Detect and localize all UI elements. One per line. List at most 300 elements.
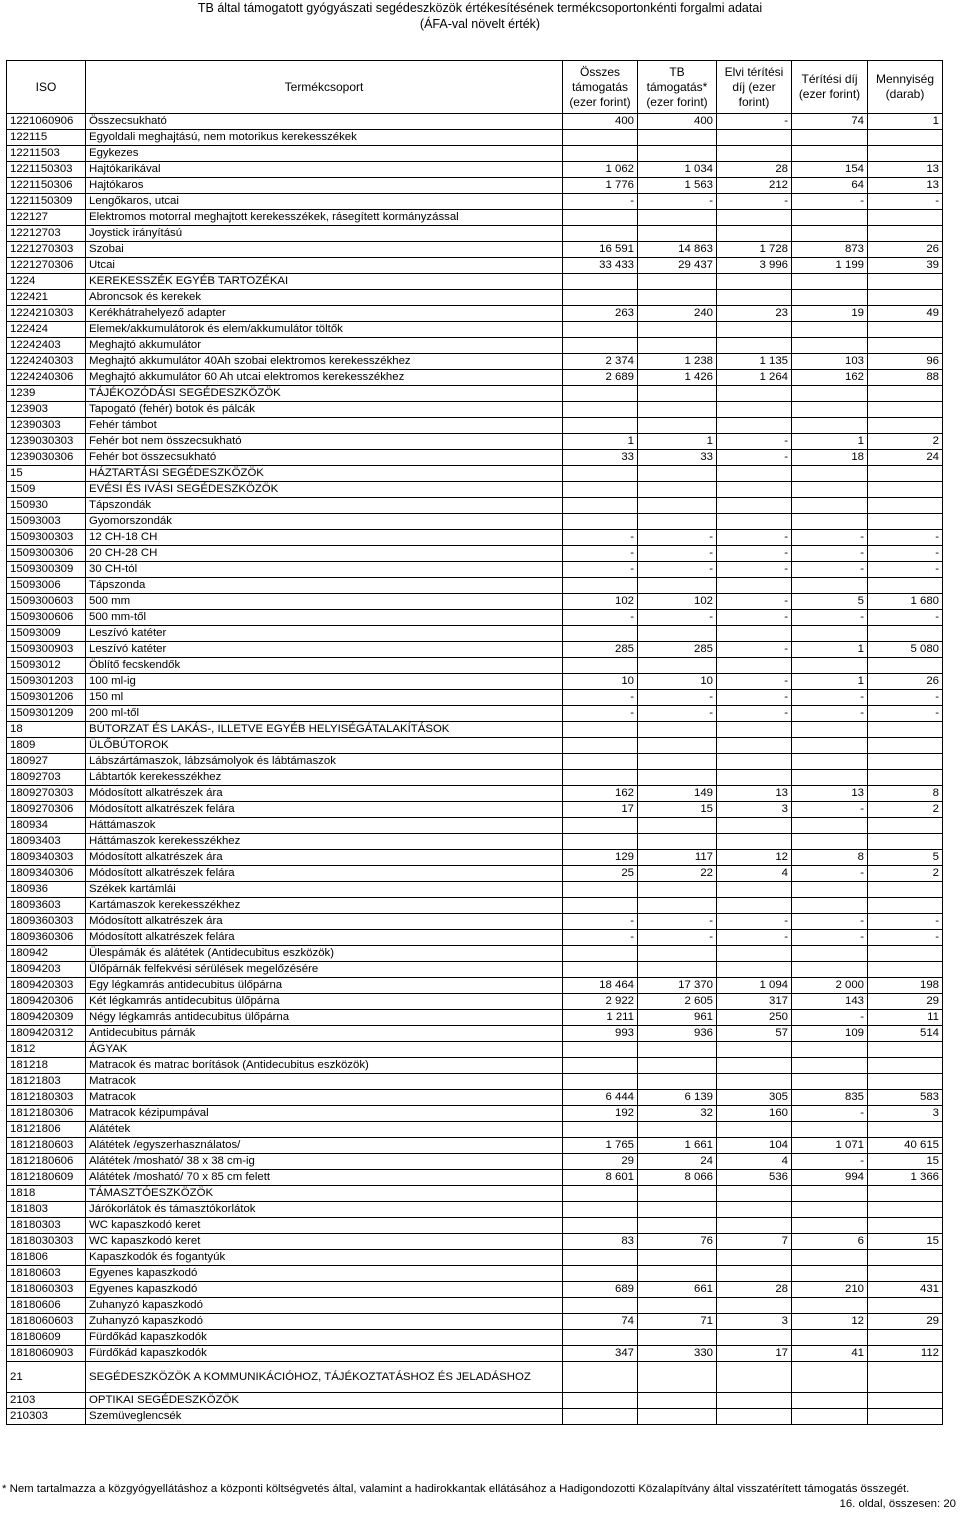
value-cell: 74	[563, 1314, 638, 1330]
value-cell: -	[563, 610, 638, 626]
value-cell: -	[717, 610, 792, 626]
value-cell: 64	[792, 178, 868, 194]
iso-code-cell: 1509301203	[7, 674, 86, 690]
value-cell	[868, 1058, 943, 1074]
value-cell	[792, 1186, 868, 1202]
value-cell: -	[792, 706, 868, 722]
value-cell	[638, 418, 717, 434]
value-cell: -	[717, 194, 792, 210]
value-cell	[563, 1218, 638, 1234]
product-group-cell: Egy légkamrás antidecubitus ülőpárna	[86, 978, 563, 994]
value-cell	[563, 418, 638, 434]
value-cell	[868, 882, 943, 898]
value-cell	[638, 290, 717, 306]
iso-code-cell: 15093009	[7, 626, 86, 642]
product-group-cell: Fehér bot nem összecsukható	[86, 434, 563, 450]
value-cell	[717, 402, 792, 418]
value-cell: 400	[563, 114, 638, 130]
table-row	[7, 434, 943, 450]
product-group-cell: Kartámaszok kerekesszékhez	[86, 898, 563, 914]
iso-code-cell: 1509300303	[7, 530, 86, 546]
product-group-cell: Járókorlátok és támasztókorlátok	[86, 1202, 563, 1218]
value-cell	[563, 1250, 638, 1266]
value-cell: -	[717, 914, 792, 930]
value-cell: 873	[792, 242, 868, 258]
product-group-cell: Kapaszkodók és fogantyúk	[86, 1250, 563, 1266]
value-cell: 26	[868, 242, 943, 258]
value-cell	[868, 498, 943, 514]
product-group-cell: EVÉSI ÉS IVÁSI SEGÉDESZKÖZÖK	[86, 482, 563, 498]
product-group-cell: Szobai	[86, 242, 563, 258]
product-group-cell: Antidecubitus párnák	[86, 1026, 563, 1042]
value-cell: 162	[792, 370, 868, 386]
value-cell: 1 728	[717, 242, 792, 258]
value-cell: -	[717, 562, 792, 578]
table-row	[7, 514, 943, 530]
value-cell	[792, 1393, 868, 1409]
value-cell: -	[792, 690, 868, 706]
value-cell	[638, 1250, 717, 1266]
value-cell	[563, 1266, 638, 1282]
value-cell: 689	[563, 1282, 638, 1298]
value-cell: 1 211	[563, 1010, 638, 1026]
iso-code-cell: 180934	[7, 818, 86, 834]
table-row	[7, 882, 943, 898]
value-cell: 162	[563, 786, 638, 802]
iso-code-cell: 123903	[7, 402, 86, 418]
value-cell: -	[792, 1106, 868, 1122]
product-group-cell: Fürdőkád kapaszkodók	[86, 1346, 563, 1362]
iso-code-cell: 1818060303	[7, 1282, 86, 1298]
value-cell: 431	[868, 1282, 943, 1298]
value-cell	[792, 226, 868, 242]
table-row	[7, 1090, 943, 1106]
value-cell	[638, 226, 717, 242]
value-cell	[792, 498, 868, 514]
table-row	[7, 1122, 943, 1138]
value-cell	[868, 226, 943, 242]
value-cell	[868, 834, 943, 850]
value-cell	[638, 738, 717, 754]
value-cell: 19	[792, 306, 868, 322]
value-cell	[638, 722, 717, 738]
value-cell: 1 680	[868, 594, 943, 610]
table-header-row	[7, 61, 943, 114]
value-cell: 8	[792, 850, 868, 866]
value-cell: 41	[792, 1346, 868, 1362]
value-cell	[638, 658, 717, 674]
table-row	[7, 626, 943, 642]
table-row	[7, 562, 943, 578]
value-cell	[563, 210, 638, 226]
value-cell: 29	[868, 1314, 943, 1330]
iso-code-cell: 210303	[7, 1409, 86, 1425]
table-row	[7, 658, 943, 674]
iso-code-cell: 180936	[7, 882, 86, 898]
value-cell: 49	[868, 306, 943, 322]
iso-code-cell: 1221060906	[7, 114, 86, 130]
value-cell	[563, 322, 638, 338]
iso-code-cell: 18121803	[7, 1074, 86, 1090]
value-cell: -	[868, 690, 943, 706]
value-cell	[868, 1298, 943, 1314]
value-cell	[868, 578, 943, 594]
value-cell: 285	[563, 642, 638, 658]
iso-code-cell: 1224210303	[7, 306, 86, 322]
table-row	[7, 610, 943, 626]
value-cell: 5	[868, 850, 943, 866]
iso-code-cell: 122127	[7, 210, 86, 226]
product-group-cell: Háttámaszok	[86, 818, 563, 834]
product-group-cell: Hajtókaros	[86, 178, 563, 194]
product-group-cell: Zuhanyzó kapaszkodó	[86, 1298, 563, 1314]
table-row	[7, 1234, 943, 1250]
value-cell	[638, 146, 717, 162]
value-cell	[563, 818, 638, 834]
value-cell	[717, 946, 792, 962]
value-cell	[792, 946, 868, 962]
iso-code-cell: 1224240306	[7, 370, 86, 386]
value-cell	[792, 1058, 868, 1074]
table-row	[7, 258, 943, 274]
table-row	[7, 226, 943, 242]
column-header: Összes támogatás (ezer forint)	[563, 61, 638, 114]
value-cell: 2 000	[792, 978, 868, 994]
product-group-cell: Alátétek /egyszerhasználatos/	[86, 1138, 563, 1154]
table-row	[7, 642, 943, 658]
value-cell: 3	[717, 802, 792, 818]
table-row	[7, 578, 943, 594]
product-group-cell: Tápszonda	[86, 578, 563, 594]
product-group-cell: Lábszártámaszok, lábzsámolyok és lábtámaszok	[86, 754, 563, 770]
value-cell: 263	[563, 306, 638, 322]
product-group-cell: TÁJÉKOZÓDÁSI SEGÉDESZKÖZÖK	[86, 386, 563, 402]
product-group-cell: 20 CH-28 CH	[86, 546, 563, 562]
value-cell	[792, 514, 868, 530]
product-group-cell: Egyenes kapaszkodó	[86, 1282, 563, 1298]
value-cell: 33	[563, 450, 638, 466]
table-row	[7, 802, 943, 818]
table-row	[7, 738, 943, 754]
value-cell	[563, 1362, 638, 1393]
value-cell: 3	[717, 1314, 792, 1330]
value-cell	[868, 898, 943, 914]
value-cell	[868, 482, 943, 498]
iso-code-cell: 18093403	[7, 834, 86, 850]
data-table	[6, 60, 943, 1425]
value-cell: -	[638, 562, 717, 578]
product-group-cell: Módosított alkatrészek ára	[86, 914, 563, 930]
value-cell	[868, 146, 943, 162]
value-cell: 28	[717, 1282, 792, 1298]
value-cell: 10	[563, 674, 638, 690]
value-cell	[717, 1218, 792, 1234]
value-cell: 240	[638, 306, 717, 322]
value-cell	[563, 754, 638, 770]
value-cell	[563, 1298, 638, 1314]
value-cell	[792, 290, 868, 306]
value-cell: 2	[868, 434, 943, 450]
table-row	[7, 1026, 943, 1042]
value-cell: 57	[717, 1026, 792, 1042]
value-cell: 1 199	[792, 258, 868, 274]
value-cell: 8 066	[638, 1170, 717, 1186]
table-row	[7, 1346, 943, 1362]
value-cell	[868, 1330, 943, 1346]
iso-code-cell: 15093012	[7, 658, 86, 674]
footnote: * Nem tartalmazza a közgyógyellátáshoz a központi költségvetés által, valamint a hadirokkantak ellátásához a Hadigondozotti Közalapítvány által visszatérített támogatás összegét.	[2, 1483, 910, 1495]
iso-code-cell: 1812180606	[7, 1154, 86, 1170]
product-group-cell: ÁGYAK	[86, 1042, 563, 1058]
column-header: Termékcsoport	[86, 61, 563, 114]
value-cell: 835	[792, 1090, 868, 1106]
value-cell	[638, 1266, 717, 1282]
iso-code-cell: 1809340303	[7, 850, 86, 866]
value-cell: 317	[717, 994, 792, 1010]
value-cell: 330	[638, 1346, 717, 1362]
table-row	[7, 386, 943, 402]
value-cell	[638, 274, 717, 290]
value-cell: 1	[638, 434, 717, 450]
column-header: ISO	[7, 61, 86, 114]
value-cell	[868, 754, 943, 770]
product-group-cell: Öblítő fecskendők	[86, 658, 563, 674]
table-row	[7, 594, 943, 610]
value-cell	[717, 418, 792, 434]
value-cell: -	[563, 546, 638, 562]
value-cell	[792, 1202, 868, 1218]
table-row	[7, 1138, 943, 1154]
value-cell: -	[638, 914, 717, 930]
value-cell	[717, 722, 792, 738]
value-cell: 22	[638, 866, 717, 882]
value-cell	[868, 1186, 943, 1202]
value-cell	[868, 130, 943, 146]
iso-code-cell: 1224240303	[7, 354, 86, 370]
value-cell: 24	[868, 450, 943, 466]
iso-code-cell: 1809420309	[7, 1010, 86, 1026]
value-cell	[792, 482, 868, 498]
iso-code-cell: 1809420303	[7, 978, 86, 994]
iso-code-cell: 18094203	[7, 962, 86, 978]
value-cell	[563, 898, 638, 914]
table-row	[7, 1074, 943, 1090]
iso-code-cell: 1812180306	[7, 1106, 86, 1122]
value-cell	[563, 1202, 638, 1218]
value-cell: 1 776	[563, 178, 638, 194]
value-cell: 250	[717, 1010, 792, 1026]
product-group-cell: KEREKESSZÉK EGYÉB TARTOZÉKAI	[86, 274, 563, 290]
value-cell: 15	[868, 1154, 943, 1170]
value-cell: 2 605	[638, 994, 717, 1010]
iso-code-cell: 1509300306	[7, 546, 86, 562]
value-cell: -	[717, 434, 792, 450]
value-cell	[868, 386, 943, 402]
value-cell	[868, 274, 943, 290]
value-cell	[638, 130, 717, 146]
value-cell: -	[868, 610, 943, 626]
value-cell	[792, 1266, 868, 1282]
value-cell: 96	[868, 354, 943, 370]
value-cell: -	[792, 914, 868, 930]
table-row	[7, 210, 943, 226]
iso-code-cell: 1509300603	[7, 594, 86, 610]
value-cell: 11	[868, 1010, 943, 1026]
product-group-cell: OPTIKAI SEGÉDESZKÖZÖK	[86, 1393, 563, 1409]
value-cell: 536	[717, 1170, 792, 1186]
value-cell	[563, 658, 638, 674]
value-cell: -	[563, 530, 638, 546]
value-cell	[717, 754, 792, 770]
product-group-cell: Gyomorszondák	[86, 514, 563, 530]
value-cell: 1 563	[638, 178, 717, 194]
value-cell: 1 765	[563, 1138, 638, 1154]
table-row	[7, 530, 943, 546]
table-row	[7, 354, 943, 370]
value-cell	[563, 1186, 638, 1202]
value-cell	[792, 1409, 868, 1425]
value-cell: 1 071	[792, 1138, 868, 1154]
value-cell: -	[717, 674, 792, 690]
value-cell	[563, 738, 638, 754]
value-cell	[638, 962, 717, 978]
product-group-cell: 150 ml	[86, 690, 563, 706]
value-cell: 160	[717, 1106, 792, 1122]
value-cell	[868, 1409, 943, 1425]
value-cell	[563, 1122, 638, 1138]
iso-code-cell: 1809420312	[7, 1026, 86, 1042]
table-row	[7, 274, 943, 290]
value-cell: -	[792, 1154, 868, 1170]
iso-code-cell: 181218	[7, 1058, 86, 1074]
value-cell	[638, 1409, 717, 1425]
value-cell	[717, 1409, 792, 1425]
product-group-cell: Meghajtó akkumulátor	[86, 338, 563, 354]
table-row	[7, 754, 943, 770]
value-cell	[638, 898, 717, 914]
iso-code-cell: 181803	[7, 1202, 86, 1218]
value-cell	[638, 338, 717, 354]
value-cell: 4	[717, 866, 792, 882]
table-row	[7, 850, 943, 866]
table-row	[7, 1362, 943, 1393]
value-cell: 117	[638, 850, 717, 866]
column-header: Elvi térítési díj (ezer forint)	[717, 61, 792, 114]
value-cell: 33 433	[563, 258, 638, 274]
value-cell	[717, 834, 792, 850]
value-cell	[717, 1362, 792, 1393]
table-row	[7, 978, 943, 994]
value-cell: 347	[563, 1346, 638, 1362]
value-cell: -	[792, 530, 868, 546]
value-cell	[717, 514, 792, 530]
product-group-cell: Szemüveglencsék	[86, 1409, 563, 1425]
table-row	[7, 1393, 943, 1409]
value-cell	[792, 882, 868, 898]
value-cell	[792, 466, 868, 482]
value-cell: 2 374	[563, 354, 638, 370]
product-group-cell: Két légkamrás antidecubitus ülőpárna	[86, 994, 563, 1010]
value-cell: 1	[792, 434, 868, 450]
value-cell	[638, 1074, 717, 1090]
value-cell	[638, 1362, 717, 1393]
table-row	[7, 466, 943, 482]
value-cell	[638, 402, 717, 418]
product-group-cell: SEGÉDESZKÖZÖK A KOMMUNIKÁCIÓHOZ, TÁJÉKOZTATÁSHOZ ÉS JELADÁSHOZ	[86, 1362, 563, 1393]
iso-code-cell: 18093603	[7, 898, 86, 914]
table-row	[7, 370, 943, 386]
value-cell: 1 238	[638, 354, 717, 370]
value-cell: 1	[792, 642, 868, 658]
value-cell: 102	[638, 594, 717, 610]
value-cell: 1	[563, 434, 638, 450]
value-cell	[868, 514, 943, 530]
value-cell	[868, 722, 943, 738]
value-cell	[792, 834, 868, 850]
iso-code-cell: 18180606	[7, 1298, 86, 1314]
value-cell: 104	[717, 1138, 792, 1154]
value-cell: 6 444	[563, 1090, 638, 1106]
iso-code-cell: 1809	[7, 738, 86, 754]
value-cell: -	[792, 194, 868, 210]
value-cell	[563, 1058, 638, 1074]
product-group-cell: Joystick irányítású	[86, 226, 563, 242]
value-cell	[638, 1186, 717, 1202]
table-row	[7, 146, 943, 162]
iso-code-cell: 18092703	[7, 770, 86, 786]
product-group-cell: 12 CH-18 CH	[86, 530, 563, 546]
value-cell	[638, 514, 717, 530]
value-cell: 15	[868, 1234, 943, 1250]
value-cell	[792, 626, 868, 642]
value-cell	[563, 1074, 638, 1090]
value-cell	[868, 290, 943, 306]
value-cell	[792, 962, 868, 978]
value-cell	[868, 626, 943, 642]
value-cell: -	[717, 690, 792, 706]
iso-code-cell: 1809360303	[7, 914, 86, 930]
value-cell: 33	[638, 450, 717, 466]
value-cell	[563, 466, 638, 482]
value-cell: 23	[717, 306, 792, 322]
value-cell: -	[638, 194, 717, 210]
value-cell	[717, 1298, 792, 1314]
iso-code-cell: 1812180603	[7, 1138, 86, 1154]
value-cell: 26	[868, 674, 943, 690]
table-row	[7, 1250, 943, 1266]
product-group-cell: 200 ml-től	[86, 706, 563, 722]
value-cell	[717, 1393, 792, 1409]
value-cell	[868, 210, 943, 226]
value-cell	[563, 402, 638, 418]
value-cell: 15	[638, 802, 717, 818]
value-cell: -	[717, 114, 792, 130]
product-group-cell: Matracok kézipumpával	[86, 1106, 563, 1122]
table-row	[7, 1186, 943, 1202]
table-row	[7, 482, 943, 498]
product-group-cell: Négy légkamrás antidecubitus ülőpárna	[86, 1010, 563, 1026]
product-group-cell: Tápszondák	[86, 498, 563, 514]
value-cell: -	[563, 930, 638, 946]
value-cell	[717, 482, 792, 498]
table-row	[7, 338, 943, 354]
value-cell	[792, 578, 868, 594]
iso-code-cell: 181806	[7, 1250, 86, 1266]
value-cell: -	[717, 450, 792, 466]
value-cell	[638, 210, 717, 226]
iso-code-cell: 1221150306	[7, 178, 86, 194]
value-cell: 8 601	[563, 1170, 638, 1186]
